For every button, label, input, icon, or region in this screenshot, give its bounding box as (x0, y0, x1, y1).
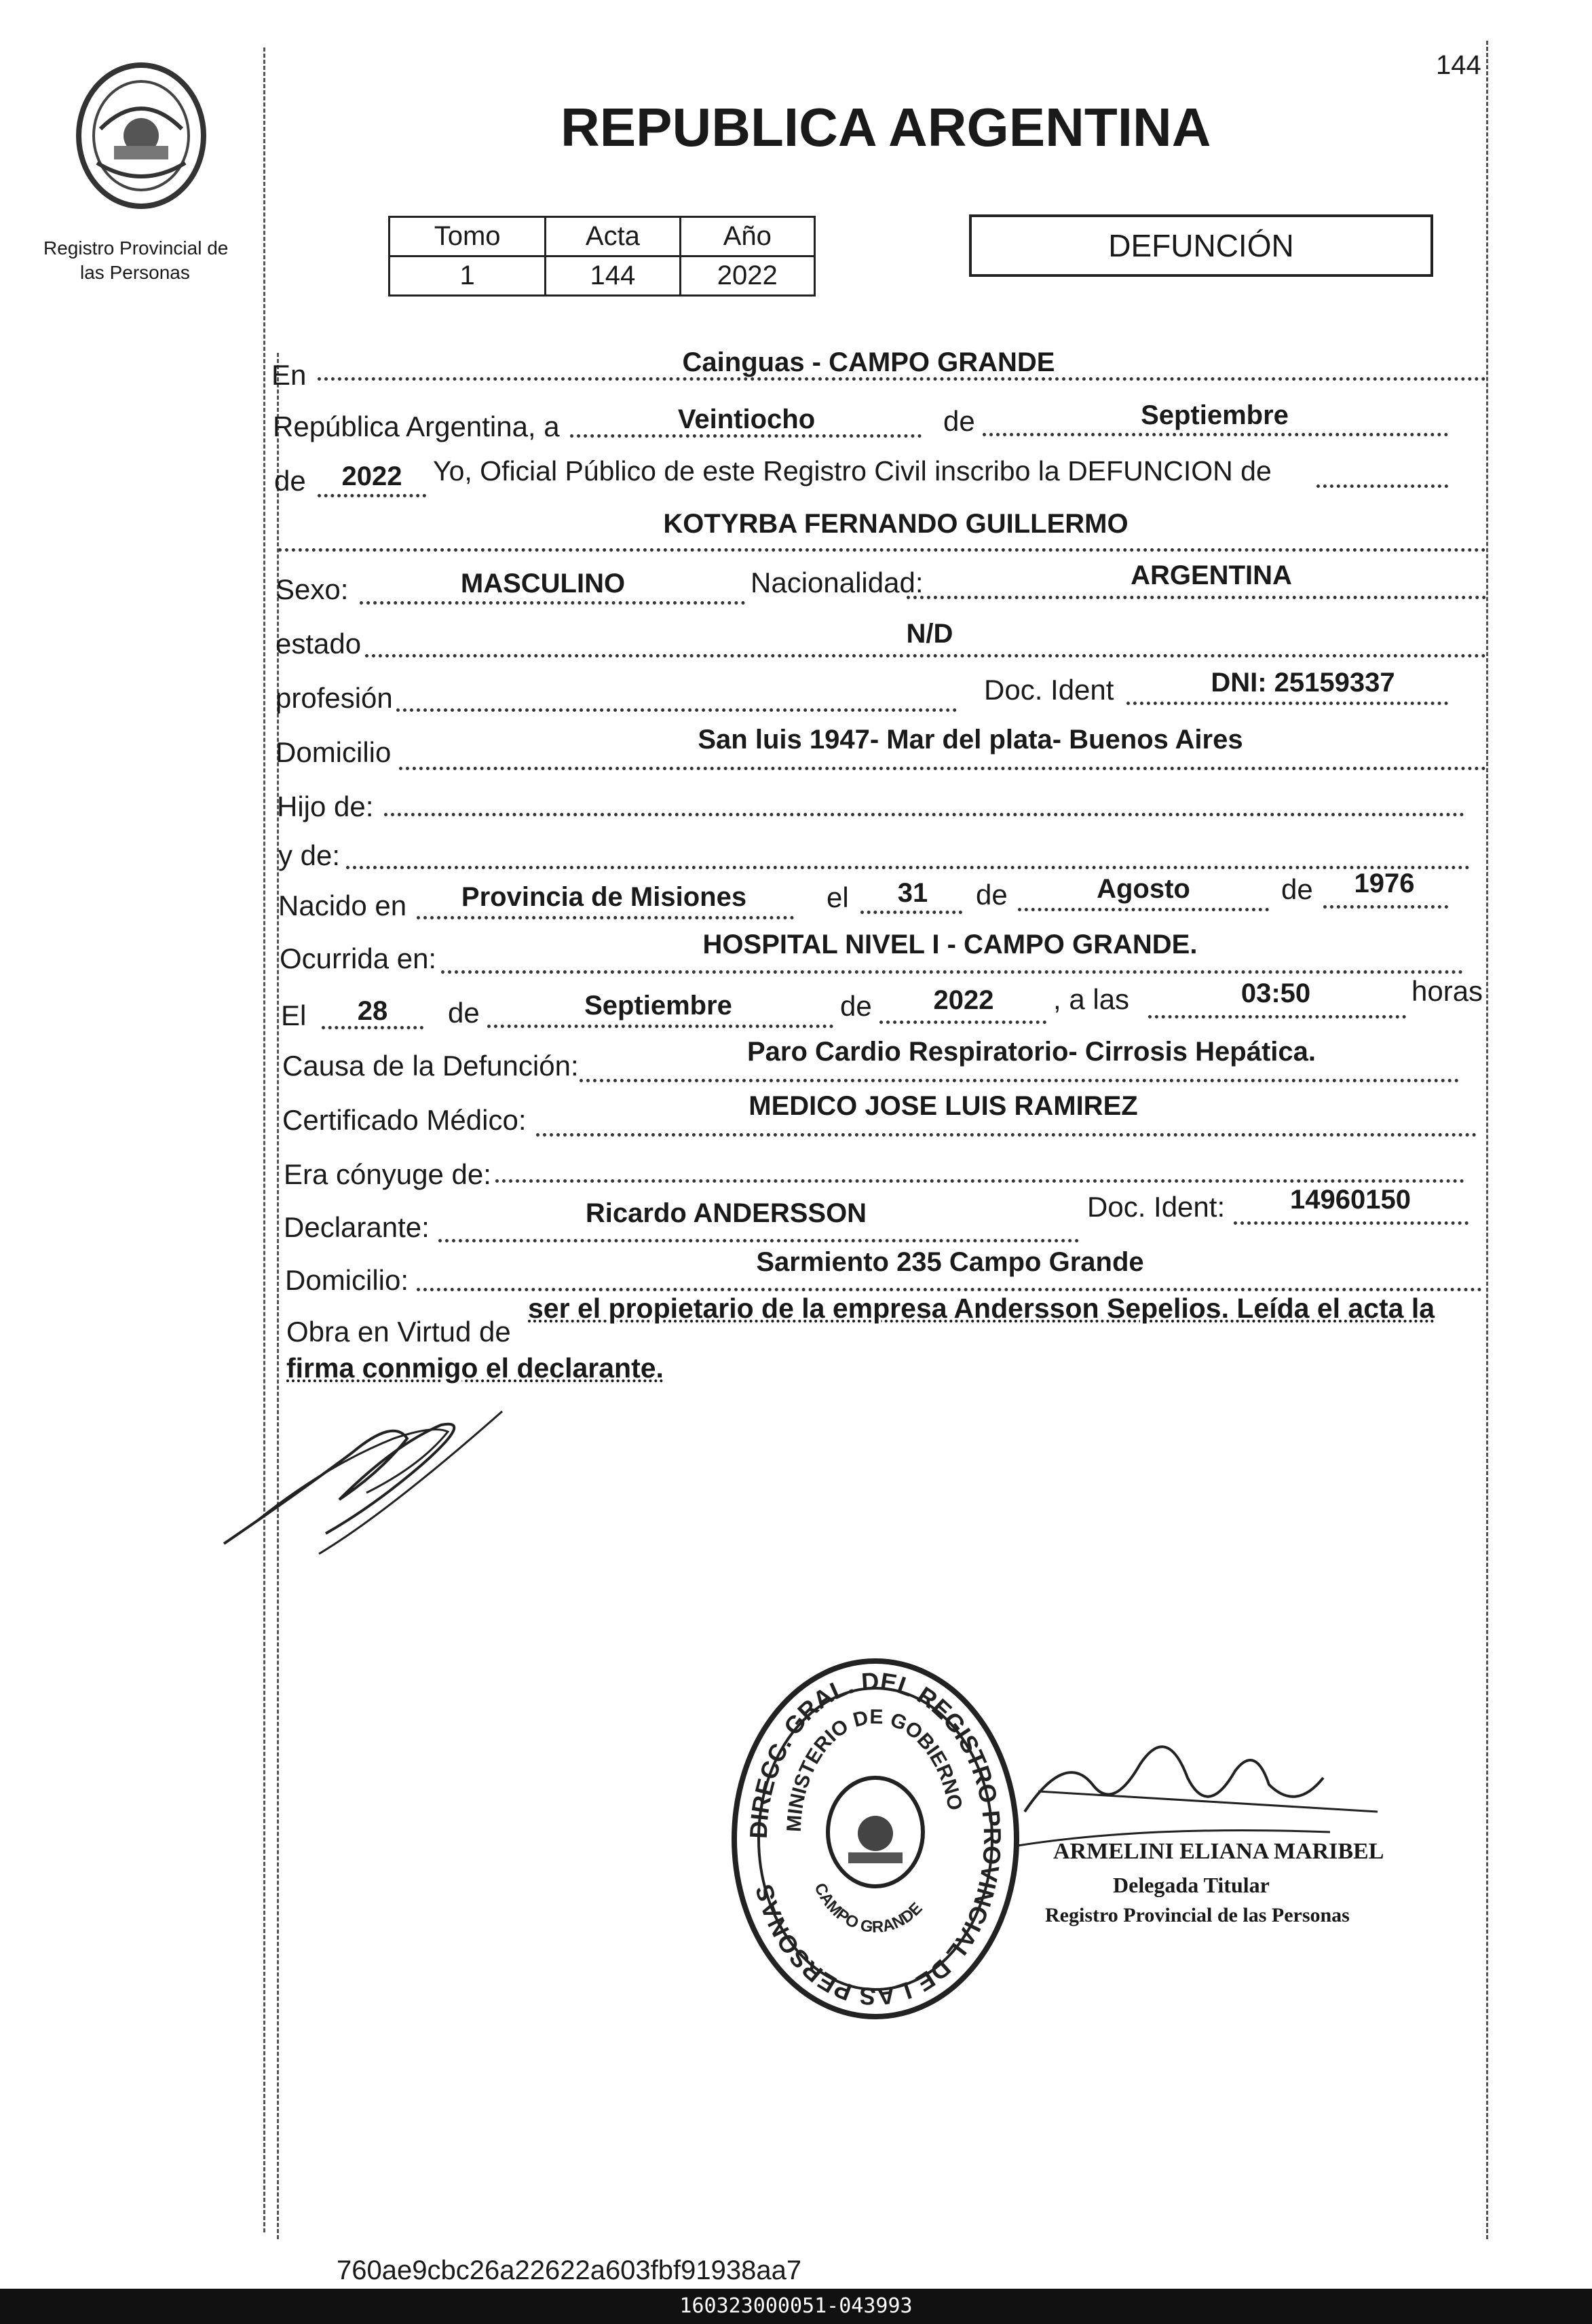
stamp-outer-text: DIRECC. GRAL. DEL REGISTRO PROVINCIAL DE LAS PERSONAS (744, 1666, 1007, 2011)
document-hash: 760ae9cbc26a22622a603fbf91938aa7 (337, 2255, 802, 2285)
day-words: Veintiocho (677, 404, 816, 434)
causa-value: Paro Cardio Respiratorio- Cirrosis Hepática. (746, 1037, 1316, 1067)
sexo-line (360, 601, 745, 605)
register-value-tomo: 1 (390, 256, 546, 296)
birth-year: 1976 (1354, 869, 1415, 898)
nacionalidad-value: ARGENTINA (1131, 560, 1292, 590)
en-value: Cainguas - CAMPO GRANDE (682, 347, 1055, 377)
domicilio-label: Domicilio (276, 736, 392, 768)
death-day-line (322, 1026, 423, 1029)
official-signature (1011, 1710, 1391, 1852)
death-time-line (1148, 1015, 1406, 1018)
declarant-signature (217, 1398, 556, 1561)
registry-line2: las Personas (80, 262, 190, 283)
ocurrida-label: Ocurrida en: (280, 942, 437, 974)
hijo-label: Hijo de: (277, 790, 374, 822)
doc-ident2-value: 14960150 (1290, 1185, 1411, 1215)
conyuge-line (495, 1179, 1464, 1183)
month-value: Septiembre (1141, 400, 1289, 430)
register-table (388, 216, 816, 297)
province-logo (73, 61, 209, 210)
profesion-label: profesión (276, 682, 393, 714)
yo-text: Yo, Oficial Público de este Registro Civil inscribo la DEFUNCION de (433, 455, 1272, 487)
official-stamp (726, 1656, 1025, 2022)
de-label-4: de (1281, 873, 1313, 905)
year-value: 2022 (341, 461, 402, 491)
deceased-name: KOTYRBA FERNANDO GUILLERMO (663, 509, 1129, 539)
certificado-value: MEDICO JOSE LUIS RAMIREZ (748, 1091, 1138, 1121)
sexo-value: MASCULINO (460, 569, 626, 598)
ocurrida-line (441, 970, 1463, 974)
register-value-anio: 2022 (680, 256, 814, 296)
yde-line (346, 866, 1470, 869)
nacionalidad-label: Nacionalidad: (751, 567, 924, 598)
estado-line (365, 654, 1486, 658)
doc-ident-value: DNI: 25159337 (1211, 668, 1395, 698)
declarante-line (438, 1239, 1079, 1242)
estado-label: estado (276, 628, 362, 660)
yde-label: y de: (278, 839, 341, 871)
birth-day: 31 (897, 878, 928, 908)
birth-year-line (1323, 905, 1448, 909)
profesion-line (396, 708, 957, 712)
birth-month-line (1018, 908, 1269, 911)
obra-value-2: firma conmigo el declarante. (286, 1352, 664, 1384)
el-label-1: el (827, 881, 849, 913)
obra-value: ser el propietario de la empresa Andersson Sepelios. Leída el acta la (528, 1293, 1435, 1324)
svg-text:CAMPO GRANDE (810, 1880, 926, 1937)
register-header-acta: Acta (546, 217, 680, 256)
estado-value: N/D (906, 619, 953, 649)
death-year-line (879, 1021, 1046, 1024)
declarante-value: Ricardo ANDERSSON (585, 1198, 867, 1228)
register-header-tomo: Tomo (390, 217, 546, 256)
stamp-inner-text: MINISTERIO DE GOBIERNO (782, 1705, 966, 1833)
declarante-label: Declarante: (284, 1211, 430, 1243)
causa-label: Causa de la Defunción: (282, 1050, 579, 1082)
republica-label: República Argentina, a (273, 411, 560, 442)
right-margin-line (1486, 41, 1488, 2239)
de-label-1: de (943, 405, 975, 437)
domicilio2-line (417, 1288, 1482, 1291)
birth-month: Agosto (1097, 874, 1190, 904)
doc-ident2-line (1234, 1221, 1468, 1225)
official-name: ARMELINI ELIANA MARIBEL (1053, 1839, 1384, 1864)
month-line (983, 433, 1448, 436)
obra-label: Obra en Virtud de (286, 1316, 511, 1348)
doc-ident-line (1126, 702, 1448, 705)
register-header-anio: Año (680, 217, 814, 256)
page-title: REPUBLICA ARGENTINA (561, 97, 1211, 157)
causa-line (580, 1079, 1459, 1082)
name-line (278, 548, 1486, 552)
en-label: En (271, 359, 307, 391)
horas-label: horas (1411, 975, 1483, 1007)
certificado-line (536, 1133, 1477, 1137)
ocurrida-value: HOSPITAL NIVEL I - CAMPO GRANDE. (702, 930, 1198, 959)
de-label-3: de (976, 879, 1008, 911)
domicilio-value: San luis 1947- Mar del plata- Buenos Aires (698, 725, 1243, 755)
official-role: Delegada Titular (1113, 1873, 1270, 1897)
yo-line (1316, 484, 1448, 488)
de-label-6: de (840, 990, 872, 1022)
doc-type-box (969, 214, 1433, 277)
birth-day-line (860, 911, 962, 914)
nacionalidad-line (907, 596, 1486, 599)
de-label-5: de (448, 997, 480, 1029)
certificado-label: Certificado Médico: (282, 1104, 527, 1136)
page-number: 144 (1436, 50, 1481, 80)
death-month: Septiembre (584, 991, 732, 1021)
doc-ident-label: Doc. Ident (984, 674, 1114, 706)
domicilio2-label: Domicilio: (285, 1264, 409, 1296)
register-value-acta: 144 (546, 256, 680, 296)
year-line (318, 494, 426, 497)
doc-ident2-label: Doc. Ident: (1087, 1191, 1226, 1223)
alas-label: , a las (1053, 983, 1130, 1015)
doc-type: DEFUNCIÓN (1108, 228, 1294, 263)
nacido-label: Nacido en (278, 890, 407, 921)
death-time: 03:50 (1240, 978, 1311, 1008)
el-label-2: El (281, 999, 307, 1031)
death-year: 2022 (933, 985, 994, 1015)
nacido-value: Provincia de Misiones (461, 882, 747, 912)
footer-code: 160323000051-043993 (0, 2289, 1592, 2324)
de-label-2: de (274, 465, 306, 497)
left-margin-line (263, 47, 265, 2232)
nacido-line (417, 916, 794, 919)
official-org: Registro Provincial de las Personas (1045, 1904, 1350, 1926)
hijo-line (384, 813, 1464, 816)
en-line (318, 377, 1486, 381)
conyuge-label: Era cónyuge de: (284, 1158, 491, 1190)
day-line (570, 434, 922, 438)
death-month-line (487, 1025, 833, 1028)
registry-line1: Registro Provincial de (43, 237, 229, 259)
sexo-label: Sexo: (276, 573, 349, 605)
domicilio-line (399, 767, 1486, 770)
stamp-bottom-text: CAMPO GRANDE (810, 1880, 926, 1937)
domicilio2-value: Sarmiento 235 Campo Grande (756, 1247, 1144, 1277)
death-day: 28 (357, 996, 388, 1026)
